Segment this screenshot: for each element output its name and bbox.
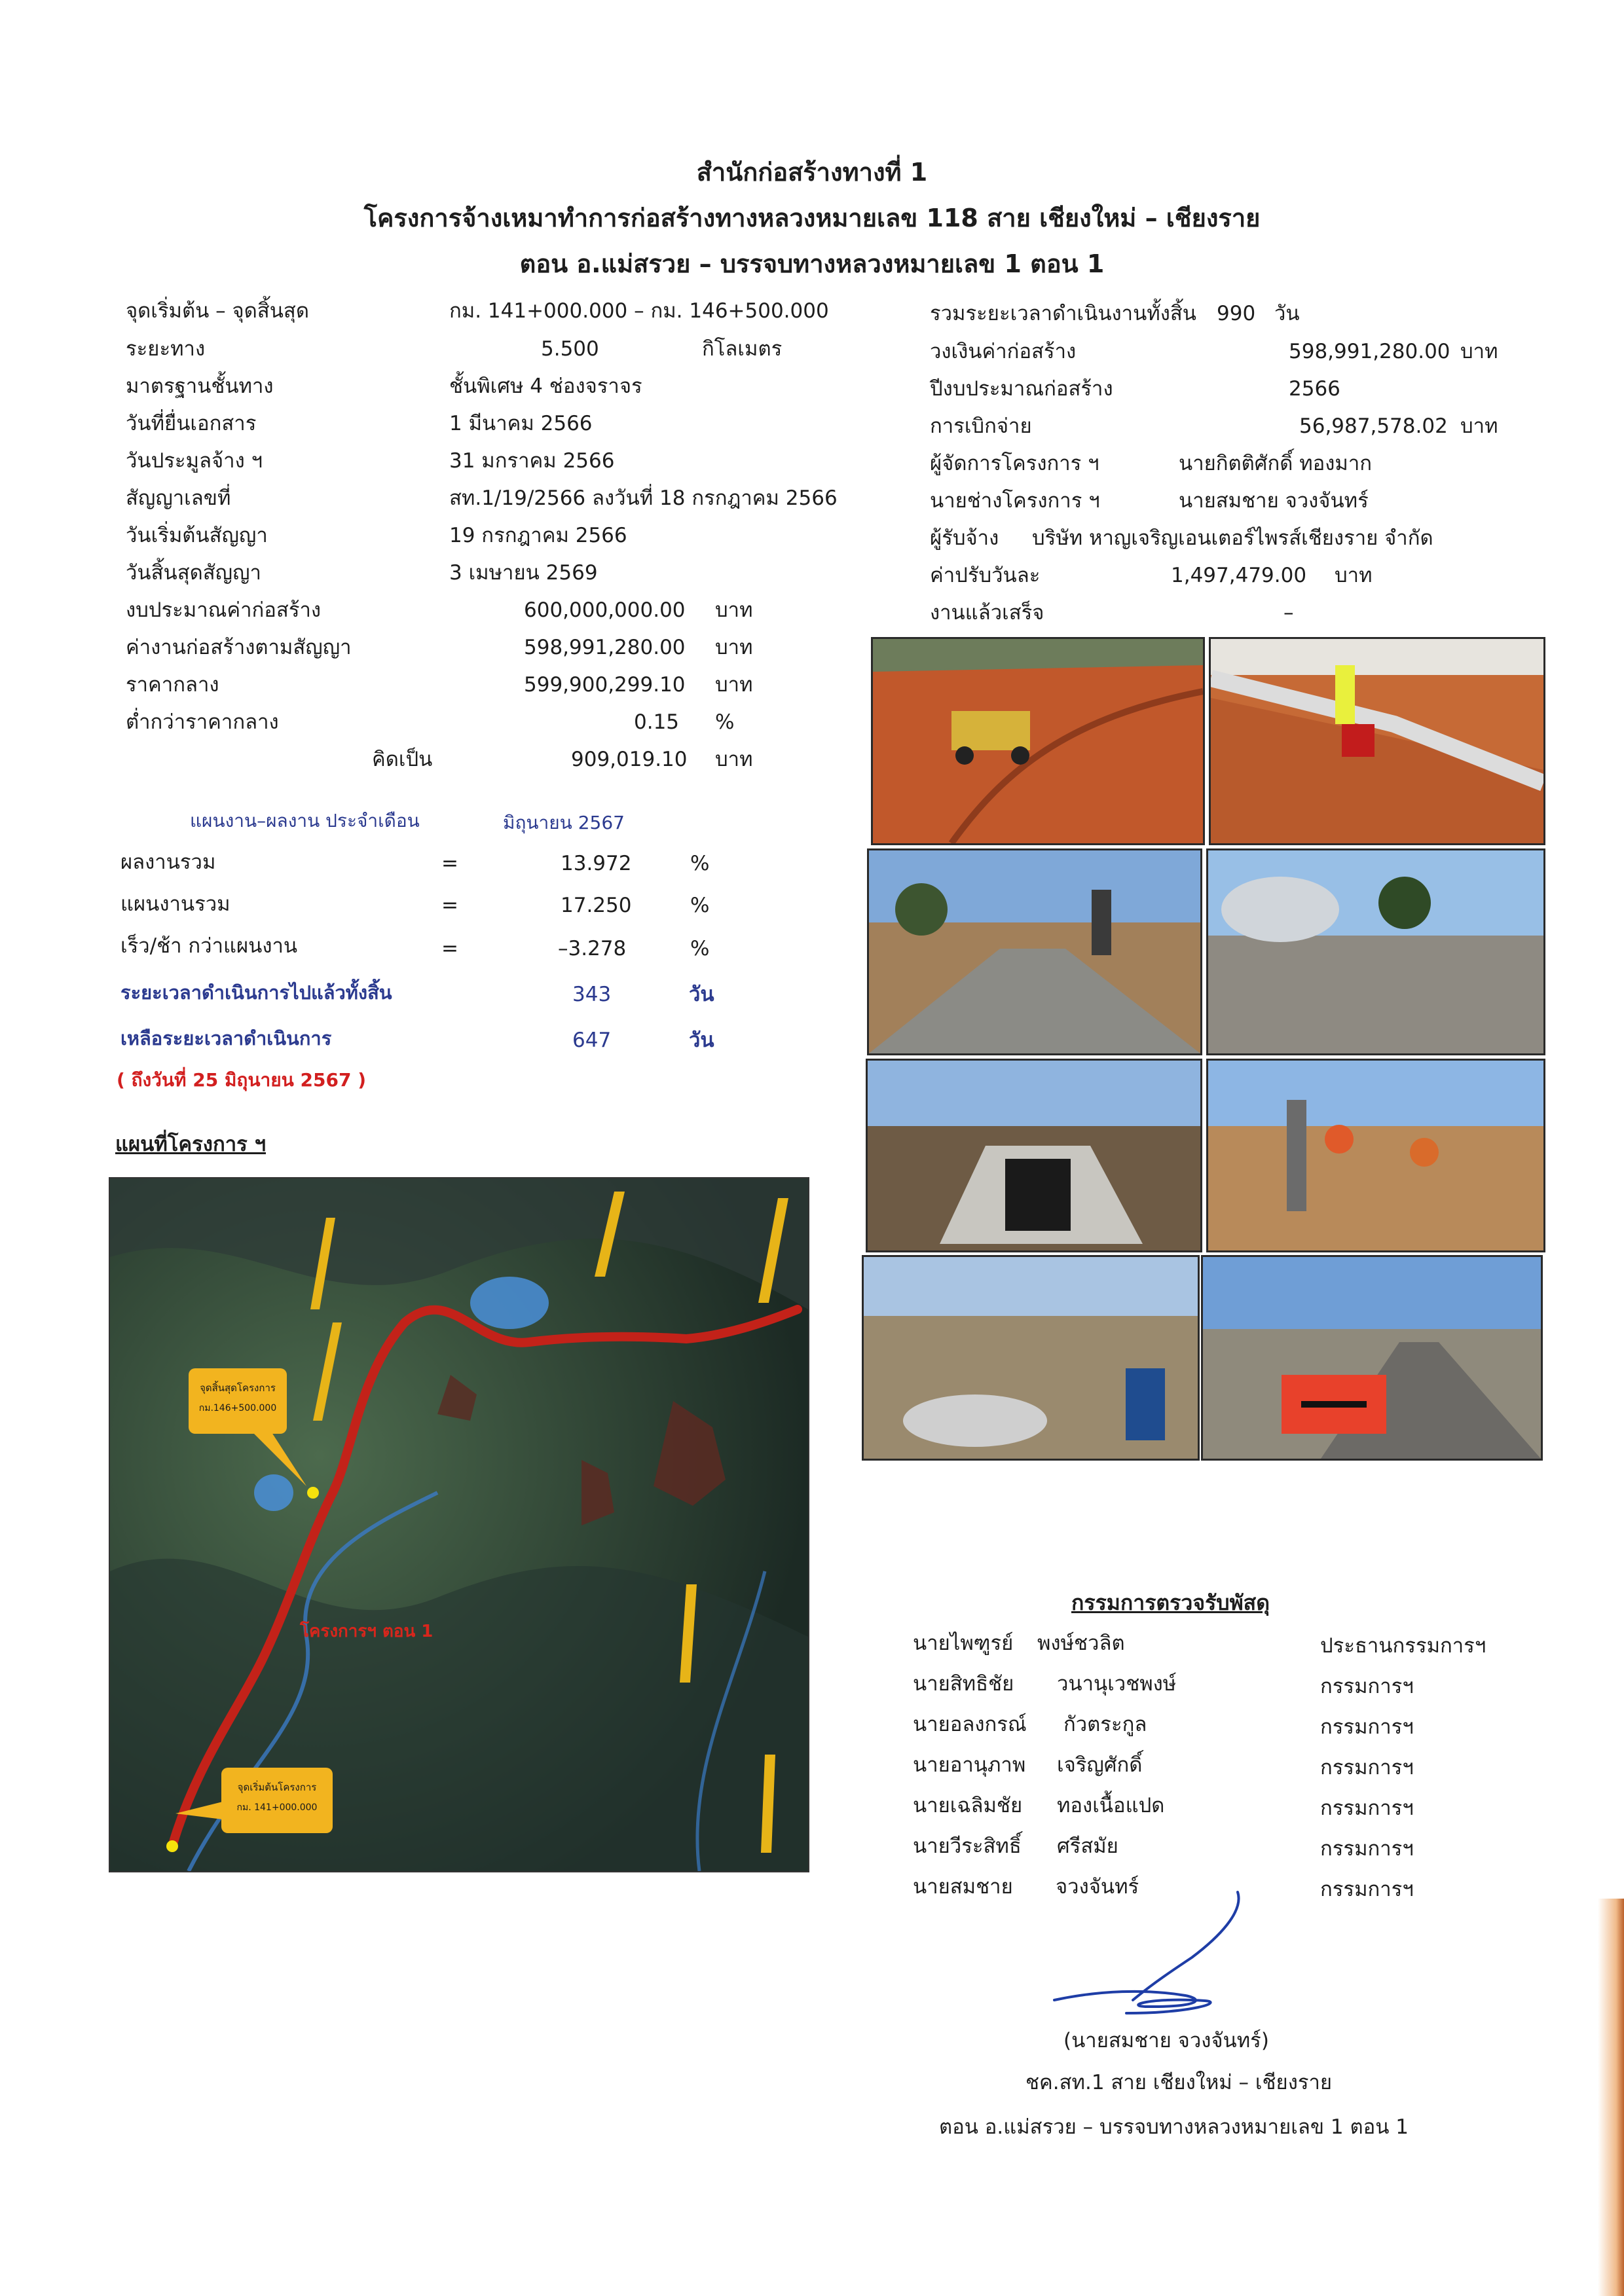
below-median-label: ต่ำกว่าราคากลาง xyxy=(126,710,279,734)
member-first: นายวีระสิทธิ์ xyxy=(913,1834,1022,1858)
submit-date-label: วันที่ยื่นเอกสาร xyxy=(126,412,257,435)
total-duration-label: รวมระยะเวลาดำเนินงานทั้งสิ้น xyxy=(930,302,1196,325)
budget-value: 600,000,000.00 xyxy=(524,598,686,622)
member-last: ทองเนื้อแปด xyxy=(1057,1794,1165,1817)
member-first: นายเฉลิมชัย xyxy=(913,1794,1023,1817)
budget-unit: บาท xyxy=(715,598,753,622)
member-role: กรรมการฯ xyxy=(1320,1796,1414,1820)
member-role: ประธานกรรมการฯ xyxy=(1320,1634,1486,1658)
plan-value: 17.250 xyxy=(561,894,632,917)
completed-label: งานแล้วเสร็จ xyxy=(930,601,1044,625)
completed-value: – xyxy=(1283,601,1294,625)
below-median-value: 0.15 xyxy=(634,710,680,734)
construction-budget-unit: บาท xyxy=(1460,340,1498,363)
elapsed-value: 343 xyxy=(572,983,612,1006)
member-last: วนานุเวชพงษ์ xyxy=(1057,1672,1177,1696)
project-map xyxy=(109,1177,809,1872)
photo-concrete-pour-2 xyxy=(1206,848,1545,1055)
equals-label: คิดเป็น xyxy=(372,748,433,771)
disbursement-value: 56,987,578.02 xyxy=(1299,414,1448,438)
callout-start-title: จุดเริ่มต้นโครงการ xyxy=(237,1781,317,1793)
submit-date-value: 1 มีนาคม 2566 xyxy=(449,412,593,435)
member-first: นายไพฑูรย์ xyxy=(913,1631,1014,1655)
diff-unit: % xyxy=(690,937,710,960)
project-title: โครงการจ้างเหมาทำการก่อสร้างทางหลวงหมายเลข 118 สาย เชียงใหม่ – เชียงราย xyxy=(363,204,1261,232)
member-last: จวงจันทร์ xyxy=(1056,1875,1139,1899)
actual-eq: = xyxy=(441,852,458,875)
contract-start-value: 19 กรกฎาคม 2566 xyxy=(449,524,627,547)
photo-compactor xyxy=(1209,637,1545,845)
plan-unit: % xyxy=(690,894,710,917)
disbursement-label: การเบิกจ่าย xyxy=(930,414,1032,438)
photo-grader xyxy=(871,637,1205,845)
map-heading: แผนที่โครงการ ฯ xyxy=(115,1133,266,1156)
signer-section: ตอน อ.แม่สรวย – บรรจบทางหลวงหมายเลข 1 ตอน 1 xyxy=(939,2115,1409,2139)
distance-label: ระยะทาง xyxy=(126,337,206,361)
auction-date-value: 31 มกราคม 2566 xyxy=(449,449,615,473)
median-price-label: ราคากลาง xyxy=(126,673,219,697)
diff-value: –3.278 xyxy=(558,937,627,960)
remaining-label: เหลือระยะเวลาดำเนินการ xyxy=(120,1027,332,1049)
remaining-value: 647 xyxy=(572,1029,612,1052)
elapsed-label: ระยะเวลาดำเนินการไปแล้วทั้งสิ้น xyxy=(120,981,392,1004)
callout-start-km: กม. 141+000.000 xyxy=(236,1802,318,1813)
daily-fine-label: ค่าปรับวันละ xyxy=(930,564,1041,587)
signature-mark xyxy=(1048,1886,1244,2023)
contractor-value: บริษัท หาญเจริญเอนเตอร์ไพรส์เชียงราย จำกัด xyxy=(1032,526,1433,550)
photo-culvert xyxy=(866,1059,1202,1252)
fiscal-year-label: ปีงบประมาณก่อสร้าง xyxy=(930,377,1113,401)
construction-budget-value: 598,991,280.00 xyxy=(1289,340,1450,363)
budget-label: งบประมาณค่าก่อสร้าง xyxy=(126,598,322,622)
elapsed-unit: วัน xyxy=(689,983,714,1006)
member-first: นายสิทธิชัย xyxy=(913,1672,1014,1696)
remaining-unit: วัน xyxy=(689,1029,714,1052)
signer-name: (นายสมชาย จวงจันทร์) xyxy=(1063,2029,1269,2052)
photo-workers xyxy=(1206,1059,1545,1252)
standard-value: ชั้นพิเศษ 4 ช่องจราจร xyxy=(449,374,642,398)
auction-date-label: วันประมูลจ้าง ฯ xyxy=(126,449,263,473)
callout-end-km: กม.146+500.000 xyxy=(198,1403,277,1413)
contract-start-label: วันเริ่มต้นสัญญา xyxy=(126,524,268,547)
contract-end-value: 3 เมษายน 2569 xyxy=(449,561,598,585)
member-first: นายอลงกรณ์ xyxy=(913,1713,1027,1736)
diff-label: เร็ว/ช้า กว่าแผนงาน xyxy=(120,934,298,958)
member-first: นายสมชาย xyxy=(913,1875,1013,1899)
office-title: สำนักก่อสร้างทางที่ 1 xyxy=(696,158,928,187)
project-section: ตอน อ.แม่สรวย – บรรจบทางหลวงหมายเลข 1 ตอน 1 xyxy=(519,249,1105,278)
diff-eq: = xyxy=(441,937,458,960)
member-role: กรรมการฯ xyxy=(1320,1837,1414,1861)
map-project-label: โครงการฯ ตอน 1 xyxy=(300,1622,434,1641)
start-end-label: จุดเริ่มต้น – จุดสิ้นสุด xyxy=(126,299,309,323)
signer-position: ชค.สท.1 สาย เชียงใหม่ – เชียงราย xyxy=(1025,2071,1333,2094)
contract-price-label: ค่างานก่อสร้างตามสัญญา xyxy=(126,636,352,659)
committee-heading: กรรมการตรวจรับพัสดุ xyxy=(1071,1590,1270,1615)
progress-heading: แผนงาน–ผลงาน ประจำเดือน xyxy=(190,810,420,831)
equals-unit: บาท xyxy=(715,748,753,771)
median-price-value: 599,900,299.10 xyxy=(524,673,686,697)
contractor-label: ผู้รับจ้าง xyxy=(930,526,999,550)
contract-price-unit: บาท xyxy=(715,636,753,659)
contract-no-label: สัญญาเลขที่ xyxy=(126,486,231,510)
total-duration-value: 990 xyxy=(1217,302,1256,325)
fiscal-year-value: 2566 xyxy=(1289,377,1340,401)
photo-pipes xyxy=(862,1255,1200,1461)
contract-end-label: วันสิ้นสุดสัญญา xyxy=(126,561,261,585)
progress-month: มิถุนายน 2567 xyxy=(503,812,625,833)
equals-value: 909,019.10 xyxy=(571,748,688,771)
member-last: กัวตระกูล xyxy=(1063,1713,1147,1736)
member-role: กรรมการฯ xyxy=(1320,1878,1414,1901)
member-role: กรรมการฯ xyxy=(1320,1756,1414,1779)
contract-no-value: สท.1/19/2566 ลงวันที่ 18 กรกฎาคม 2566 xyxy=(449,486,838,510)
distance-value: 5.500 xyxy=(541,337,599,361)
member-last: พงษ์ชวลิต xyxy=(1037,1631,1125,1655)
disbursement-unit: บาท xyxy=(1460,414,1498,438)
callout-end-title: จุดสิ้นสุดโครงการ xyxy=(200,1382,276,1394)
member-last: ศรีสมัย xyxy=(1057,1834,1118,1858)
plan-eq: = xyxy=(441,894,458,917)
below-median-unit: % xyxy=(715,710,735,734)
actual-unit: % xyxy=(690,852,710,875)
manager-label: ผู้จัดการโครงการ ฯ xyxy=(930,452,1099,475)
member-role: กรรมการฯ xyxy=(1320,1715,1414,1739)
daily-fine-value: 1,497,479.00 xyxy=(1171,564,1307,587)
daily-fine-unit: บาท xyxy=(1335,564,1373,587)
member-last: เจริญศักดิ์ xyxy=(1057,1753,1143,1777)
distance-unit: กิโลเมตร xyxy=(702,337,783,361)
total-duration-unit: วัน xyxy=(1274,302,1300,325)
plan-label: แผนงานรวม xyxy=(120,892,231,916)
photo-road-sign xyxy=(1201,1255,1543,1461)
construction-budget-label: วงเงินค่าก่อสร้าง xyxy=(930,340,1077,363)
member-role: กรรมการฯ xyxy=(1320,1675,1414,1698)
actual-label: ผลงานรวม xyxy=(120,850,216,874)
manager-value: นายกิตติศักดิ์ ทองมาก xyxy=(1179,452,1373,475)
engineer-label: นายช่างโครงการ ฯ xyxy=(930,489,1100,513)
actual-value: 13.972 xyxy=(561,852,632,875)
start-end-value: กม. 141+000.000 – กม. 146+500.000 xyxy=(449,299,829,323)
as-of-date: ( ถึงวันที่ 25 มิถุนายน 2567 ) xyxy=(117,1069,366,1091)
member-first: นายอานุภาพ xyxy=(913,1753,1026,1777)
photo-concrete-pour-1 xyxy=(867,848,1202,1055)
median-price-unit: บาท xyxy=(715,673,753,697)
standard-label: มาตรฐานชั้นทาง xyxy=(126,374,274,398)
scan-edge-shadow xyxy=(1598,1899,1624,2296)
contract-price-value: 598,991,280.00 xyxy=(524,636,686,659)
engineer-value: นายสมชาย จวงจันทร์ xyxy=(1179,489,1369,513)
map-image xyxy=(110,1178,808,1871)
